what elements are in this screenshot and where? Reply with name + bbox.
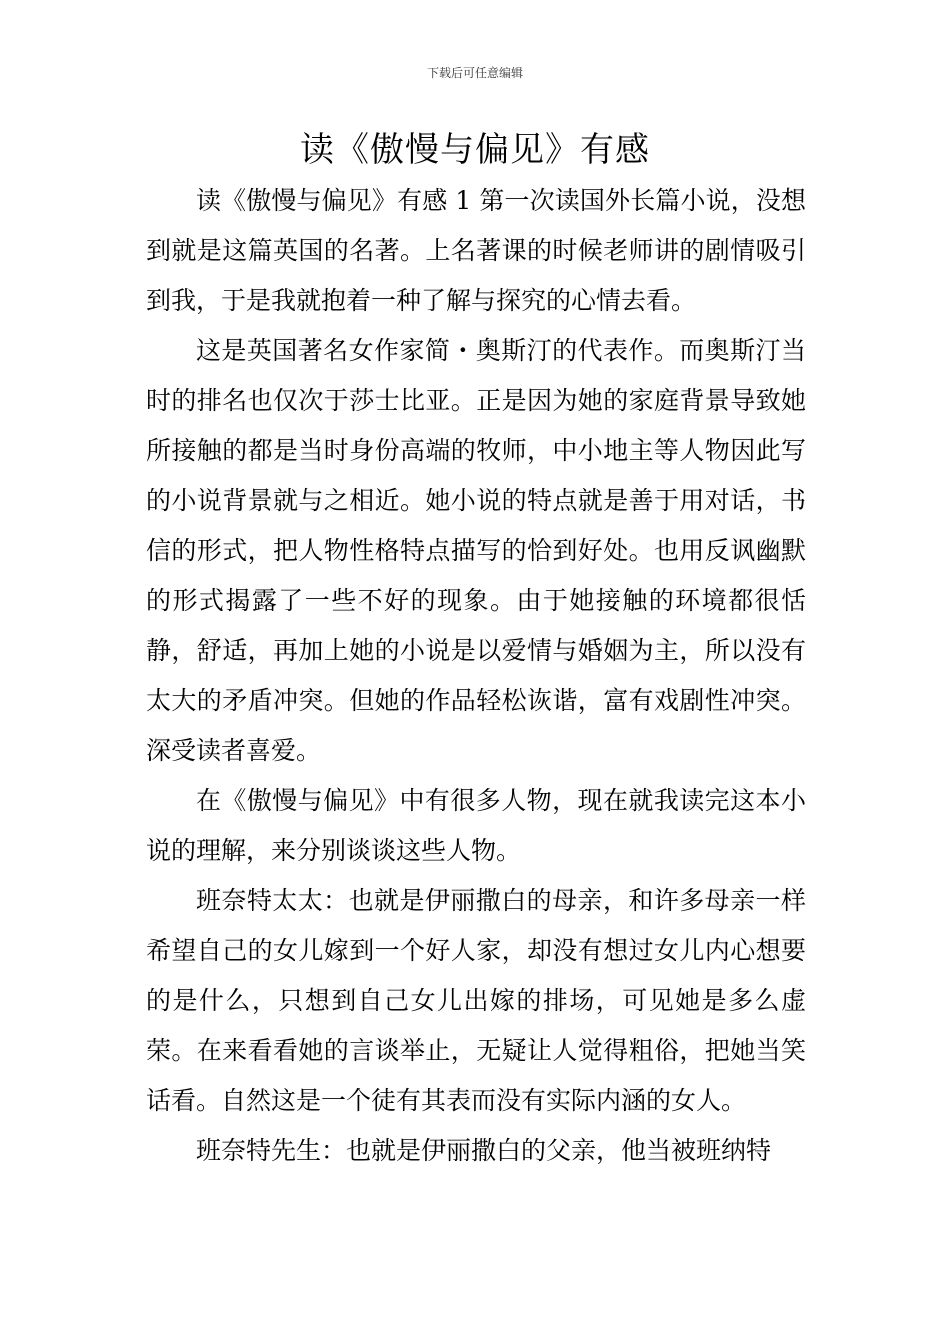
- header-note: 下载后可任意编辑: [426, 66, 523, 80]
- paragraph-5: 班奈特先生：也就是伊丽撒白的父亲，他当被班纳特: [196, 1136, 772, 1165]
- paragraph-1: 读《傲慢与偏见》有感 1 第一次读国外长篇小说，没想到就是这篇英国的名著。上名著课的时候老师讲的剧情吸引到我，于是我就抱着一种了解与探究的心情去看。: [146, 186, 806, 315]
- document-title: 读《傲慢与偏见》有感: [300, 130, 650, 170]
- paragraph-3: 在《傲慢与偏见》中有很多人物，现在就我读完这本小说的理解，来分别谈谈这些人物。: [146, 786, 806, 865]
- document-body: [146, 176, 806, 1176]
- paragraph-2: 这是英国著名女作家简・奥斯汀的代表作。而奥斯汀当时的排名也仅次于莎士比亚。正是因为她的家庭背景导致她所接触的都是当时身份高端的牧师，中小地主等人物因此写的小说背景就与之相近。她小说的特点就是善于用对话，书信的形式，把人物性格特点描写的恰到好处。也用反讽幽默的形式揭露了一些不好的现象。由于她接触的环境都很恬静，舒适，再加上她的小说是以爱情与婚姻为主，所以没有太大的矛盾冲突。但她的作品轻松诙谐，富有戏剧性冲突。深受读者喜爱。: [146, 336, 806, 765]
- paragraph-4: 班奈特太太：也就是伊丽撒白的母亲，和许多母亲一样希望自己的女儿嫁到一个好人家，却没有想过女儿内心想要的是什么，只想到自己女儿出嫁的排场，可见她是多么虚荣。在来看看她的言谈举止，无疑让人觉得粗俗，把她当笑话看。自然这是一个徒有其表而没有实际内涵的女人。: [146, 886, 806, 1115]
